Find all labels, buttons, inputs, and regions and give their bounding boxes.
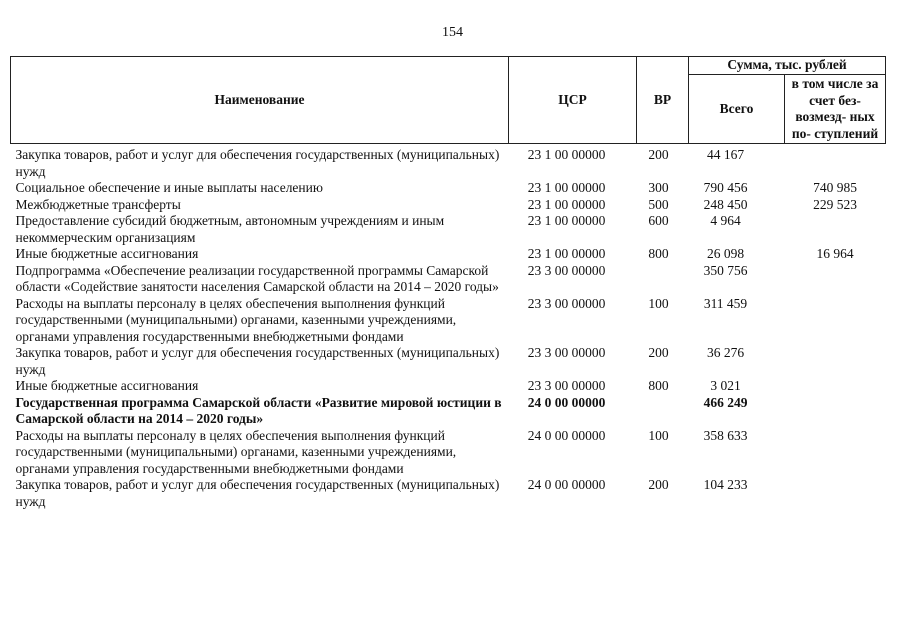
cell-total: 350 756 xyxy=(703,262,748,278)
cell-vr: 200 xyxy=(648,345,669,360)
table-row xyxy=(11,345,886,378)
header-name: Наименование xyxy=(11,57,509,144)
cell-name: Иные бюджетные ассигнования xyxy=(15,246,199,261)
cell-vr: 200 xyxy=(648,477,669,492)
cell-csr: 23 1 00 00000 xyxy=(527,196,606,212)
table-row xyxy=(11,428,886,478)
cell-vr: 200 xyxy=(648,147,669,162)
cell-total: 44 167 xyxy=(706,147,745,162)
header-sum: Сумма, тыс. рублей xyxy=(689,57,886,75)
cell-free: 740 985 xyxy=(813,180,857,195)
cell-vr: 600 xyxy=(648,213,669,228)
cell-total: 36 276 xyxy=(706,345,745,360)
cell-csr: 23 1 00 00000 xyxy=(527,147,606,162)
table-row xyxy=(11,180,886,197)
cell-csr: 23 1 00 00000 xyxy=(527,180,606,195)
cell-vr: 800 xyxy=(648,378,669,393)
cell-name: Расходы на выплаты персоналу в целях обеспечения выполнения функций государственными (муниципальными) органами, казенными учреждениями, органами управления государственными внебюджетными фондами xyxy=(15,427,457,476)
cell-total: 26 098 xyxy=(706,246,745,261)
cell-vr: 500 xyxy=(648,196,669,212)
cell-total: 104 233 xyxy=(703,477,748,492)
cell-total: 3 021 xyxy=(710,378,741,393)
cell-total: 248 450 xyxy=(703,196,748,212)
cell-name: Подпрограмма «Обеспечение реализации государственной программы Самарской области «Содействие занятости населения Самарской области на 2014 – 2020 годы» xyxy=(15,262,499,294)
table-row xyxy=(11,263,886,296)
table-row xyxy=(11,395,886,428)
cell-name: Социальное обеспечение и иные выплаты населению xyxy=(15,180,323,195)
table-row xyxy=(11,197,886,214)
cell-free xyxy=(785,263,886,296)
cell-vr xyxy=(637,263,689,296)
cell-total: 4 964 xyxy=(710,213,741,228)
page-number: 154 xyxy=(442,25,463,40)
cell-free xyxy=(785,395,886,428)
cell-csr: 23 3 00 00000 xyxy=(527,295,606,311)
header-free: в том числе за счет без- возмезд- ных по- ступлений xyxy=(785,75,886,144)
cell-csr: 24 0 00 00000 xyxy=(527,394,606,410)
budget-table xyxy=(10,56,886,510)
cell-free xyxy=(785,144,886,181)
cell-free: 16 964 xyxy=(816,246,854,261)
cell-csr: 23 1 00 00000 xyxy=(527,213,606,228)
table-row xyxy=(11,144,886,181)
cell-csr: 23 1 00 00000 xyxy=(527,246,606,261)
cell-free xyxy=(785,296,886,346)
cell-vr: 300 xyxy=(648,180,669,195)
cell-name: Межбюджетные трансферты xyxy=(15,196,181,212)
cell-csr: 24 0 00 00000 xyxy=(527,477,606,492)
cell-name: Закупка товаров, работ и услуг для обеспечения государственных (муниципальных) нужд xyxy=(15,345,500,377)
header-vr: ВР xyxy=(637,57,689,144)
cell-free xyxy=(785,213,886,246)
cell-vr: 100 xyxy=(648,427,669,443)
table-row xyxy=(11,378,886,395)
cell-vr xyxy=(637,395,689,428)
table-header xyxy=(11,57,886,144)
table-row xyxy=(11,477,886,510)
cell-free: 229 523 xyxy=(813,196,857,212)
cell-free xyxy=(785,477,886,510)
cell-name: Государственная программа Самарской области «Развитие мировой юстиции в Самарской области на 2014 – 2020 годы» xyxy=(15,394,502,426)
cell-total: 358 633 xyxy=(703,427,748,443)
cell-name: Иные бюджетные ассигнования xyxy=(15,378,199,393)
cell-free xyxy=(785,345,886,378)
cell-name: Закупка товаров, работ и услуг для обеспечения государственных (муниципальных) нужд xyxy=(15,477,500,509)
header-total: Всего xyxy=(689,75,785,144)
cell-total: 466 249 xyxy=(703,394,748,410)
header-csr: ЦСР xyxy=(509,57,637,144)
cell-name: Закупка товаров, работ и услуг для обеспечения государственных (муниципальных) нужд xyxy=(15,147,500,179)
cell-vr: 800 xyxy=(648,246,669,261)
cell-total: 311 459 xyxy=(703,295,748,311)
cell-csr: 24 0 00 00000 xyxy=(527,427,606,443)
cell-free xyxy=(785,428,886,478)
table-row xyxy=(11,246,886,263)
cell-csr: 23 3 00 00000 xyxy=(527,345,606,360)
cell-csr: 23 3 00 00000 xyxy=(527,378,606,393)
cell-total: 790 456 xyxy=(703,180,748,195)
cell-free xyxy=(785,378,886,395)
cell-csr: 23 3 00 00000 xyxy=(527,262,606,278)
table-row xyxy=(11,296,886,346)
table-body xyxy=(11,144,886,511)
cell-name: Предоставление субсидий бюджетным, автономным учреждениям и иным некоммерческим организациям xyxy=(15,213,445,245)
cell-vr: 100 xyxy=(648,295,669,311)
cell-name: Расходы на выплаты персоналу в целях обеспечения выполнения функций государственными (муниципальными) органами, казенными учреждениями, органами управления государственными внебюджетными фондами xyxy=(15,295,457,344)
table-row xyxy=(11,213,886,246)
